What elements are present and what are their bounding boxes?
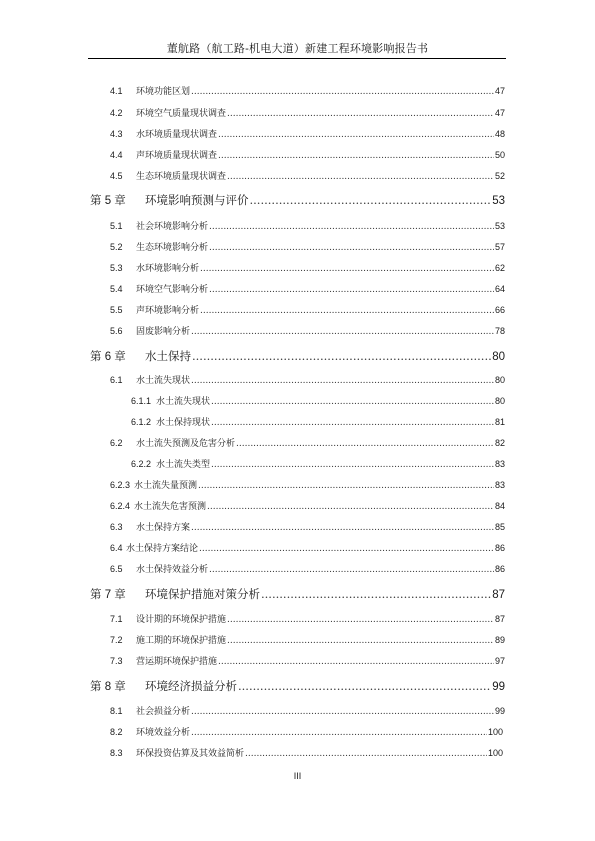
- toc-entry-number: 6.1: [110, 375, 123, 385]
- toc-entry-number: 4.4: [110, 150, 123, 160]
- toc-entry-number: 5.2: [110, 242, 123, 252]
- toc-entry-page: 53: [492, 195, 505, 207]
- dot-leader: [227, 172, 494, 182]
- toc-entry-title: 水土流失量预测: [134, 481, 198, 491]
- toc-entry[interactable]: [110, 562, 505, 575]
- dot-leader: [227, 109, 494, 119]
- toc-entry[interactable]: [110, 499, 505, 512]
- dot-leader: [250, 193, 492, 207]
- dot-leader: [191, 523, 494, 533]
- toc-entry-page: 50: [494, 150, 505, 160]
- toc-entry-title: 生态环境质量现状调查: [136, 172, 227, 182]
- toc-entry-title: 施工期的环境保护措施: [136, 636, 227, 646]
- toc-entry-page: 80: [494, 396, 505, 406]
- toc-entry-page: 87: [494, 614, 505, 624]
- toc-entry-title: 环境空气影响分析: [136, 285, 209, 295]
- toc-entry[interactable]: [110, 127, 505, 140]
- toc-entry[interactable]: [110, 84, 505, 97]
- toc-entry-number: 5.1: [110, 221, 123, 231]
- toc-entry-title: 水土保持效益分析: [136, 565, 209, 575]
- dot-leader: [227, 636, 494, 646]
- toc-entry-page: 100: [487, 727, 503, 737]
- dot-leader: [209, 285, 494, 295]
- toc-entry-page: 82: [494, 438, 505, 448]
- dot-leader: [236, 439, 494, 449]
- toc-entry-page: 48: [494, 129, 505, 139]
- toc-entry[interactable]: [110, 633, 505, 646]
- dot-leader: [191, 728, 487, 738]
- dot-leader: [199, 544, 494, 554]
- toc-entry[interactable]: [110, 654, 505, 667]
- toc-entry-page: 87: [492, 589, 505, 601]
- toc-entry[interactable]: [110, 303, 505, 316]
- toc-entry[interactable]: [131, 415, 505, 428]
- toc-entry-number: 4.2: [110, 108, 123, 118]
- dot-leader: [207, 502, 494, 512]
- toc-entry-title: 水土保持方案: [136, 523, 191, 533]
- dot-leader: [198, 481, 494, 491]
- toc-entry-page: 83: [494, 459, 505, 469]
- toc-entry-number: 4.1: [110, 86, 123, 96]
- toc-entry[interactable]: [110, 373, 505, 386]
- toc-entry-number: 6.2.3: [110, 480, 131, 490]
- toc-entry-number: 7.1: [110, 614, 123, 624]
- toc-entry-page: 99: [494, 706, 505, 716]
- toc-entry-number: 7.2: [110, 635, 123, 645]
- toc-entry-page: 89: [494, 635, 505, 645]
- toc-entry-page: 53: [494, 221, 505, 231]
- toc-entry[interactable]: [110, 612, 505, 625]
- toc-entry[interactable]: [110, 219, 505, 232]
- toc-entry[interactable]: [131, 394, 505, 407]
- toc-entry-page: 81: [494, 417, 505, 427]
- toc-entry-page: 57: [494, 242, 505, 252]
- toc-entry-page: 97: [494, 656, 505, 666]
- toc-entry-page: 86: [494, 564, 505, 574]
- toc-entry-title: 环境效益分析: [136, 728, 191, 738]
- toc-entry-title: 水土流失预测及危害分析: [136, 439, 236, 449]
- toc-entry-number: 第 6 章: [90, 351, 126, 363]
- toc-entry-number: 6.2.4: [110, 501, 131, 511]
- dot-leader: [211, 418, 494, 428]
- toc-entry[interactable]: [110, 704, 505, 717]
- toc-entry[interactable]: [110, 282, 505, 295]
- toc-entry-page: 100: [487, 748, 503, 758]
- toc-entry-number: 5.6: [110, 326, 123, 336]
- toc-entry-number: 8.1: [110, 706, 123, 716]
- toc-entry[interactable]: [90, 678, 505, 694]
- toc-entry-number: 6.3: [110, 522, 123, 532]
- toc-entry-page: 83: [494, 480, 505, 490]
- toc-entry-page: 80: [492, 351, 505, 363]
- toc-entry-title: 社会损益分析: [136, 707, 191, 717]
- toc-entry[interactable]: [110, 261, 505, 274]
- toc-entry-number: 第 5 章: [90, 195, 126, 207]
- dot-leader: [191, 327, 494, 337]
- toc-entry-page: 84: [494, 501, 505, 511]
- dot-leader: [200, 306, 494, 316]
- toc-entry-page: 47: [494, 108, 505, 118]
- toc-entry-title: 水土流失类型: [156, 460, 211, 470]
- dot-leader: [191, 376, 494, 386]
- toc-entry-title: 声环境质量现状调查: [136, 151, 218, 161]
- toc-entry-number: 第 8 章: [90, 681, 126, 693]
- toc-entry-number: 6.1.1: [131, 396, 152, 406]
- toc-entry[interactable]: [110, 478, 505, 491]
- toc-entry-title: 固废影响分析: [136, 327, 191, 337]
- toc-entry-title: 水土保持方案结论: [126, 544, 199, 554]
- toc-entry-number: 6.5: [110, 564, 123, 574]
- toc-entry[interactable]: [110, 106, 505, 119]
- toc-entry-page: 80: [494, 375, 505, 385]
- toc-entry-title: 环境空气质量现状调查: [136, 109, 227, 119]
- dot-leader: [238, 679, 491, 693]
- toc-entry[interactable]: [131, 457, 505, 470]
- toc-entry-title: 水环境质量现状调查: [136, 130, 218, 140]
- toc-entry-number: 6.2.2: [131, 459, 152, 469]
- toc-entry-title: 设计期的环境保护措施: [136, 615, 227, 625]
- toc-entry-title: 水土流失现状: [136, 376, 191, 386]
- toc-entry-page: 62: [494, 263, 505, 273]
- toc-entry[interactable]: [110, 324, 505, 337]
- toc-entry-title: 环境保护措施对策分析: [145, 587, 260, 601]
- toc-entry-number: 4.5: [110, 171, 123, 181]
- toc-entry-page: 99: [492, 681, 505, 693]
- toc-entry[interactable]: [110, 541, 505, 554]
- toc-entry-page: 86: [494, 543, 505, 553]
- toc-entry[interactable]: [110, 725, 503, 738]
- toc-entry-number: 8.2: [110, 727, 123, 737]
- dot-leader: [211, 460, 494, 470]
- toc-entry-title: 生态环境影响分析: [136, 243, 209, 253]
- toc-entry[interactable]: [90, 348, 505, 364]
- toc-entry-number: 6.2: [110, 438, 123, 448]
- toc-entry-title: 环境经济损益分析: [145, 679, 237, 693]
- toc-entry-number: 5.3: [110, 263, 123, 273]
- toc-entry[interactable]: [110, 169, 505, 182]
- dot-leader: [200, 264, 494, 274]
- dot-leader: [218, 657, 494, 667]
- toc-entry-title: 营运期环境保护措施: [136, 657, 218, 667]
- toc-entry-title: 水环境影响分析: [136, 264, 200, 274]
- toc-entry-title: 水土保持: [145, 349, 191, 363]
- page-header-title: 董航路（航工路-机电大道）新建工程环境影响报告书: [166, 42, 429, 55]
- toc-entry-title: 环境影响预测与评价: [145, 193, 249, 207]
- dot-leader: [211, 397, 494, 407]
- dot-leader: [261, 587, 491, 601]
- toc-entry-number: 5.5: [110, 305, 123, 315]
- toc-entry-title: 水土保持现状: [156, 418, 211, 428]
- toc-entry-page: 85: [494, 522, 505, 532]
- footer-page-number: III: [293, 771, 302, 781]
- toc-entry-page: 78: [494, 326, 505, 336]
- dot-leader: [209, 243, 494, 253]
- toc-entry-number: 6.1.2: [131, 417, 152, 427]
- toc-entry-title: 环保投资估算及其效益简析: [136, 749, 245, 759]
- dot-leader: [245, 749, 487, 759]
- toc-entry-page: 66: [494, 305, 505, 315]
- dot-leader: [191, 87, 494, 97]
- toc-entry[interactable]: [110, 520, 505, 533]
- dot-leader: [209, 222, 494, 232]
- toc-entry[interactable]: [110, 240, 505, 253]
- dot-leader: [191, 707, 494, 717]
- toc-entry[interactable]: [110, 436, 505, 449]
- toc-entry-page: 52: [494, 171, 505, 181]
- toc-entry-number: 4.3: [110, 129, 123, 139]
- dot-leader: [218, 130, 494, 140]
- toc-entry-number: 7.3: [110, 656, 123, 666]
- toc-entry-number: 6.4: [110, 543, 123, 553]
- toc-entry-number: 第 7 章: [90, 589, 126, 601]
- toc-entry-title: 社会环境影响分析: [136, 222, 209, 232]
- dot-leader: [192, 349, 491, 363]
- toc-entry-number: 5.4: [110, 284, 123, 294]
- toc-entry-title: 声环境影响分析: [136, 306, 200, 316]
- toc-entry-number: 8.3: [110, 748, 123, 758]
- toc-entry[interactable]: [90, 192, 505, 208]
- toc-entry-title: 水土流失危害预测: [134, 502, 207, 512]
- toc-entry[interactable]: [110, 746, 503, 759]
- toc-entry[interactable]: [90, 586, 505, 602]
- toc-entry-page: 47: [494, 86, 505, 96]
- dot-leader: [209, 565, 494, 575]
- toc-entry[interactable]: [110, 148, 505, 161]
- toc-entry-title: 环境功能区划: [136, 87, 191, 97]
- dot-leader: [227, 615, 494, 625]
- toc-entry-page: 64: [494, 284, 505, 294]
- dot-leader: [218, 151, 494, 161]
- toc-entry-title: 水土流失现状: [156, 397, 211, 407]
